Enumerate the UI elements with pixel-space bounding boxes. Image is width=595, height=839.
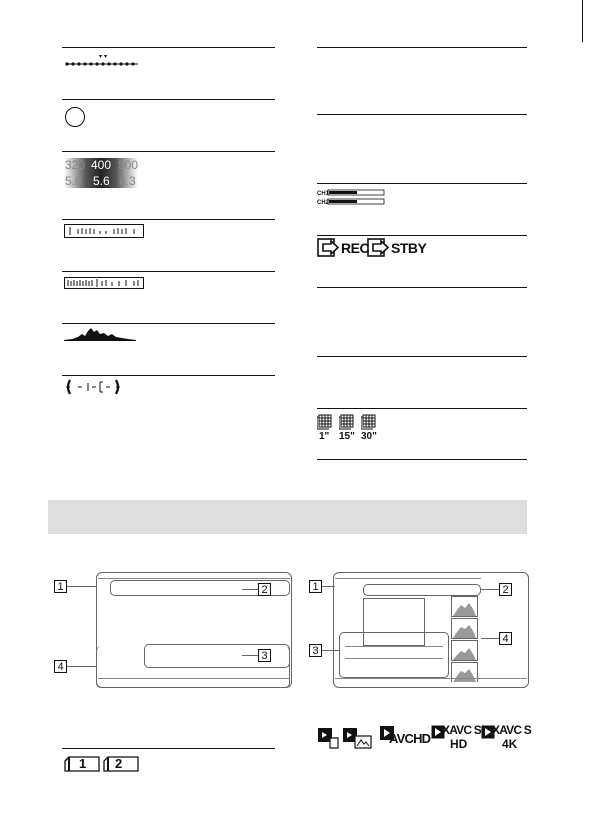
callout-1: 1 (309, 580, 322, 593)
svg-text:CH1: CH1 (317, 191, 330, 197)
callout-1: 1 (54, 580, 67, 593)
aperture-shutter-scale (64, 158, 138, 188)
histogram-icon (64, 325, 136, 341)
callout-2: 2 (258, 583, 271, 596)
left-rule-1 (62, 47, 275, 48)
xavc-4k-label: XAVC S (492, 723, 531, 737)
callout-4: 4 (499, 632, 512, 645)
interval-shoot-icon (361, 414, 379, 430)
scale-top-1: 320 (65, 158, 86, 172)
stby-output-icon (367, 238, 391, 258)
focus-frame-icon (64, 379, 128, 395)
left-rule-6 (62, 323, 275, 324)
audio-level-gauge-icon (64, 277, 144, 289)
hd-label: HD (450, 737, 468, 751)
callout-3: 3 (309, 644, 322, 657)
callout-2: 2 (499, 583, 512, 596)
interval-shoot-icon (317, 414, 335, 430)
left-rule-7 (62, 375, 275, 376)
svg-text:CH2: CH2 (317, 200, 330, 206)
callout-1-line (67, 586, 97, 587)
rec-output-icon (317, 238, 341, 258)
interval-shoot-icon (339, 414, 357, 430)
callout-4: 4 (54, 660, 67, 673)
right-rule-1 (317, 47, 527, 48)
rec-label: REC (341, 240, 370, 256)
histogram-panels (451, 596, 481, 682)
right-screen-diagram (303, 560, 533, 690)
callout-2-line (481, 589, 499, 590)
section-header-bar (48, 500, 527, 534)
scale-bottom-3: 6.3 (119, 174, 136, 188)
callout-3: 3 (258, 649, 271, 662)
callout-3-line (242, 655, 258, 656)
callout-4-line (67, 666, 97, 667)
callout-4-line (481, 638, 499, 639)
scale-top-2: 400 (91, 158, 112, 172)
movie-play-icon (317, 727, 339, 749)
bottom-info-line (335, 678, 527, 679)
callout-3-line (322, 650, 339, 651)
left-rule-5 (62, 271, 275, 272)
scale-bottom-2: 5.6 (93, 174, 110, 188)
card-slot-1-label: 1 (79, 756, 87, 771)
bottom-left-rule (62, 748, 275, 749)
exposure-scale-icon (64, 54, 142, 70)
bottom-info-line (98, 678, 290, 679)
left-rule-4 (62, 219, 275, 220)
scale-bottom-1: 5.0 (65, 174, 82, 188)
left-rule-2 (62, 99, 275, 100)
right-rule-5 (317, 287, 527, 288)
movie-photo-icon (342, 727, 372, 749)
right-rule-3 (317, 183, 527, 184)
top-info-line (335, 578, 481, 579)
page-edge-line (582, 0, 583, 42)
right-rule-2 (317, 114, 527, 115)
callout-1-line (322, 586, 335, 587)
circle-icon (64, 106, 86, 128)
stby-label: STBY (391, 240, 427, 256)
top-info-line (98, 578, 290, 579)
info-line-2 (345, 658, 443, 659)
right-rule-6 (317, 356, 527, 357)
avchd-label: AVCHD (389, 731, 431, 746)
info-line-1 (345, 646, 443, 647)
area-3-frame (339, 632, 449, 678)
timer-label-2: 15" (339, 431, 355, 442)
right-rule-4 (317, 235, 527, 236)
area-2-frame (363, 584, 481, 596)
right-rule-7 (317, 408, 527, 409)
timer-label-3: 30" (361, 431, 377, 442)
level-gauge-icon (64, 224, 144, 238)
card-slot-2-label: 2 (115, 756, 123, 771)
4k-label: 4K (502, 737, 518, 751)
xavc-hd-label: XAVC S (442, 723, 481, 737)
timer-label-1: 1" (319, 431, 330, 442)
scale-top-3: 500 (118, 158, 139, 172)
audio-meter-icon (317, 188, 387, 206)
left-screen-diagram (48, 560, 278, 690)
callout-2-line (242, 589, 258, 590)
left-rule-3 (62, 151, 275, 152)
right-rule-8 (317, 459, 527, 460)
